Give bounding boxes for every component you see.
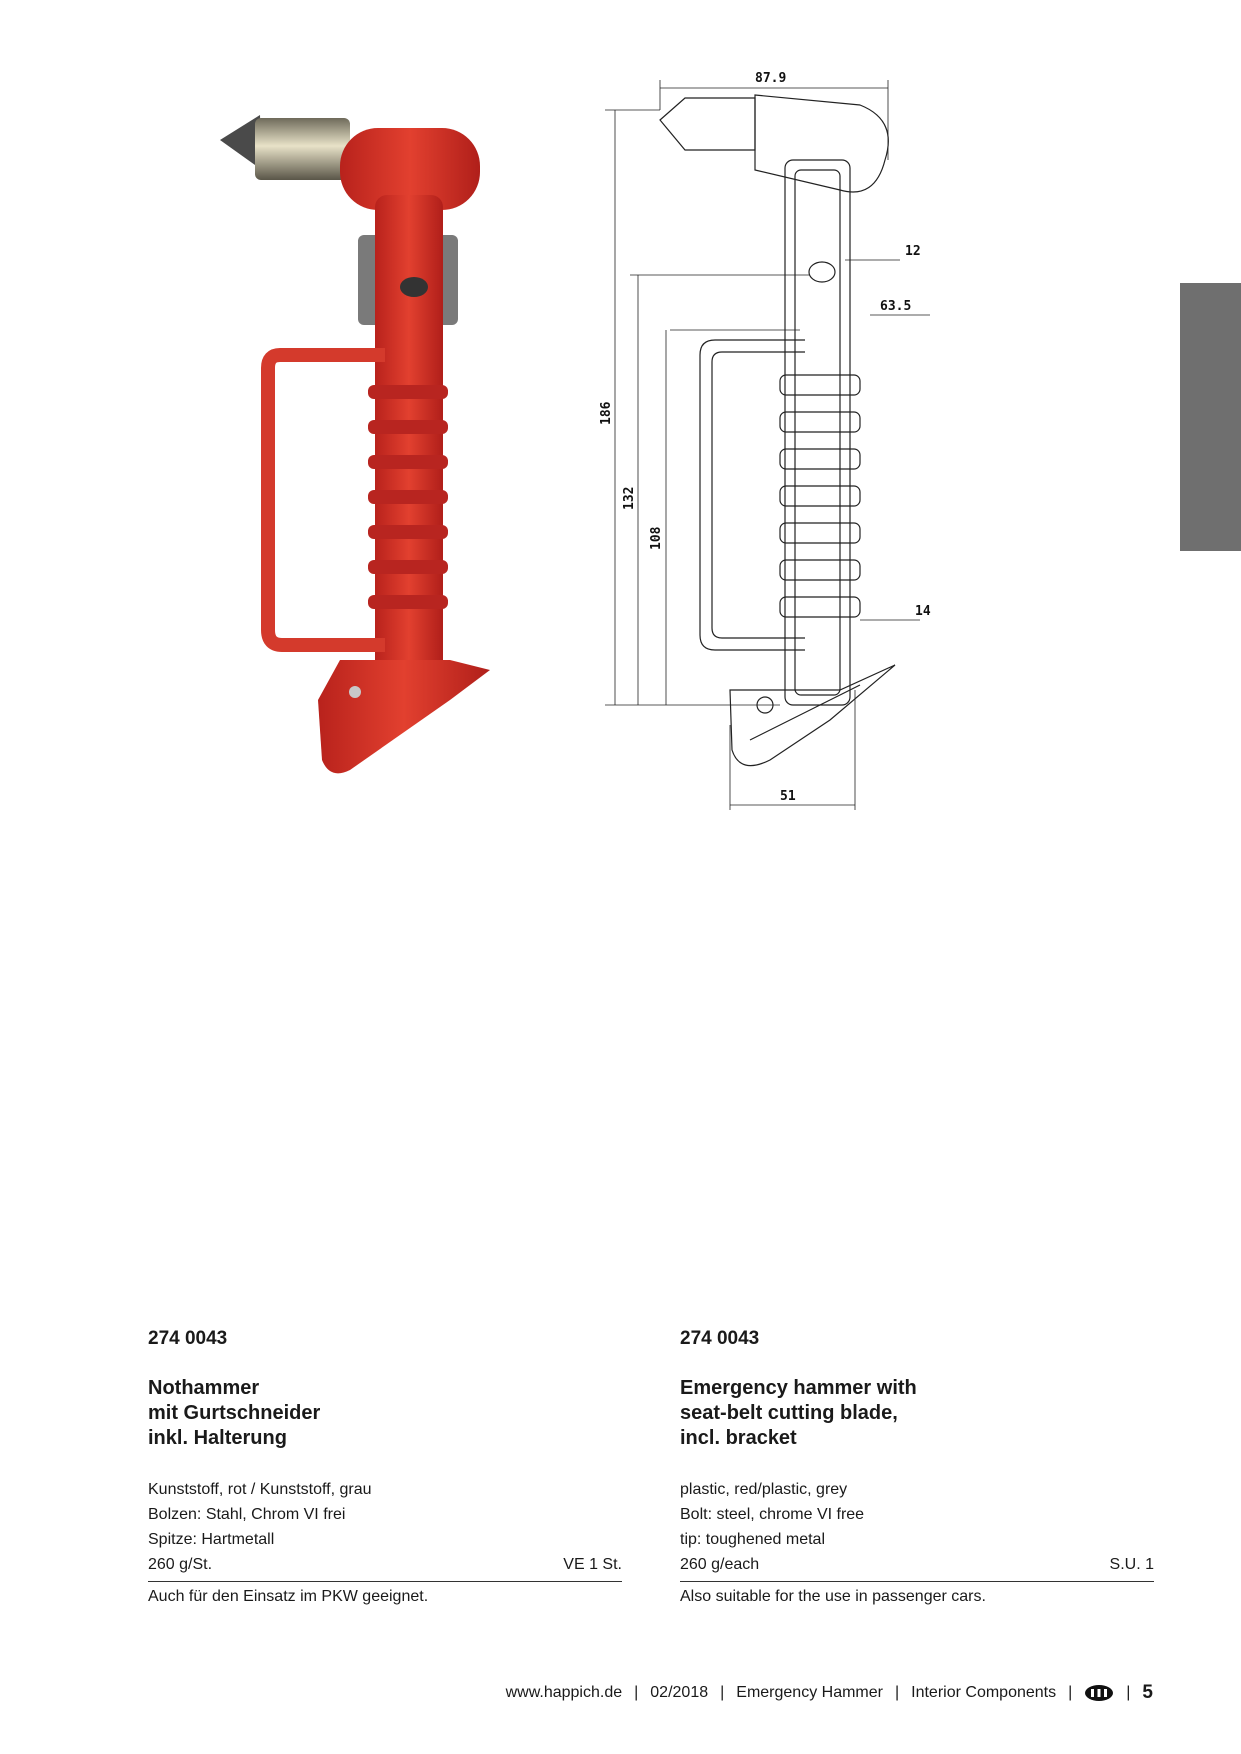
product-title: Nothammer mit Gurtschneider inkl. Halterung [148,1377,321,1449]
section-tab [1180,283,1241,551]
spec-packing: S.U. 1 [1109,1556,1154,1573]
hammer-bolt [255,118,350,180]
german-column [148,1328,622,1608]
dim-51: 51 [780,789,796,804]
cutter-screw [349,686,361,698]
english-column [680,1328,1154,1608]
page-number: 5 [1142,1682,1153,1703]
happich-logo-icon [1084,1684,1114,1702]
footer-website[interactable]: www.happich.de [505,1684,623,1701]
spec-list [680,1477,1154,1582]
page-footer: www.happich.de | 02/2018 | Emergency Hammer | Interior Components | | 5 [505,1682,1153,1703]
dim-14: 14 [915,604,931,619]
dim-87-9: 87.9 [755,71,787,86]
spec-weight-row [680,1552,1154,1582]
article-number: 274 0043 [148,1328,228,1349]
belt-cutter [318,660,490,773]
dim-186: 186 [599,401,614,425]
hammer-handle [375,195,443,685]
hammer-button [400,277,428,297]
product-title: Emergency hammer with seat-belt cutting blade, incl. bracket [680,1377,917,1449]
usage-note: Also suitable for the use in passenger cars. [680,1588,986,1605]
dim-12: 12 [905,244,921,259]
footer-category: Interior Components [911,1684,1057,1701]
dim-63-5: 63.5 [880,299,912,314]
footer-section: Emergency Hammer [736,1684,883,1701]
dim-132: 132 [622,486,637,510]
product-photo [200,100,560,790]
spec-material: plastic, red/plastic, grey [680,1481,848,1498]
spec-material: Kunststoff, rot / Kunststoff, grau [148,1481,372,1498]
technical-drawing [599,60,1030,830]
hammer-loop [268,355,385,645]
footer-date: 02/2018 [650,1684,709,1701]
spec-weight: 260 g/St. [148,1556,213,1573]
spec-bolt: Bolt: steel, chrome VI free [680,1506,865,1523]
spec-tip: tip: toughened metal [680,1531,825,1548]
spec-list [148,1477,622,1582]
spec-packing: VE 1 St. [563,1556,622,1573]
article-number: 274 0043 [680,1328,760,1349]
spec-weight-row [148,1552,622,1582]
spec-tip: Spitze: Hartmetall [148,1531,275,1548]
usage-note: Auch für den Einsatz im PKW geeignet. [148,1588,429,1605]
spec-bolt: Bolzen: Stahl, Chrom VI frei [148,1506,346,1523]
spec-weight: 260 g/each [680,1556,760,1573]
dim-108: 108 [649,526,664,550]
